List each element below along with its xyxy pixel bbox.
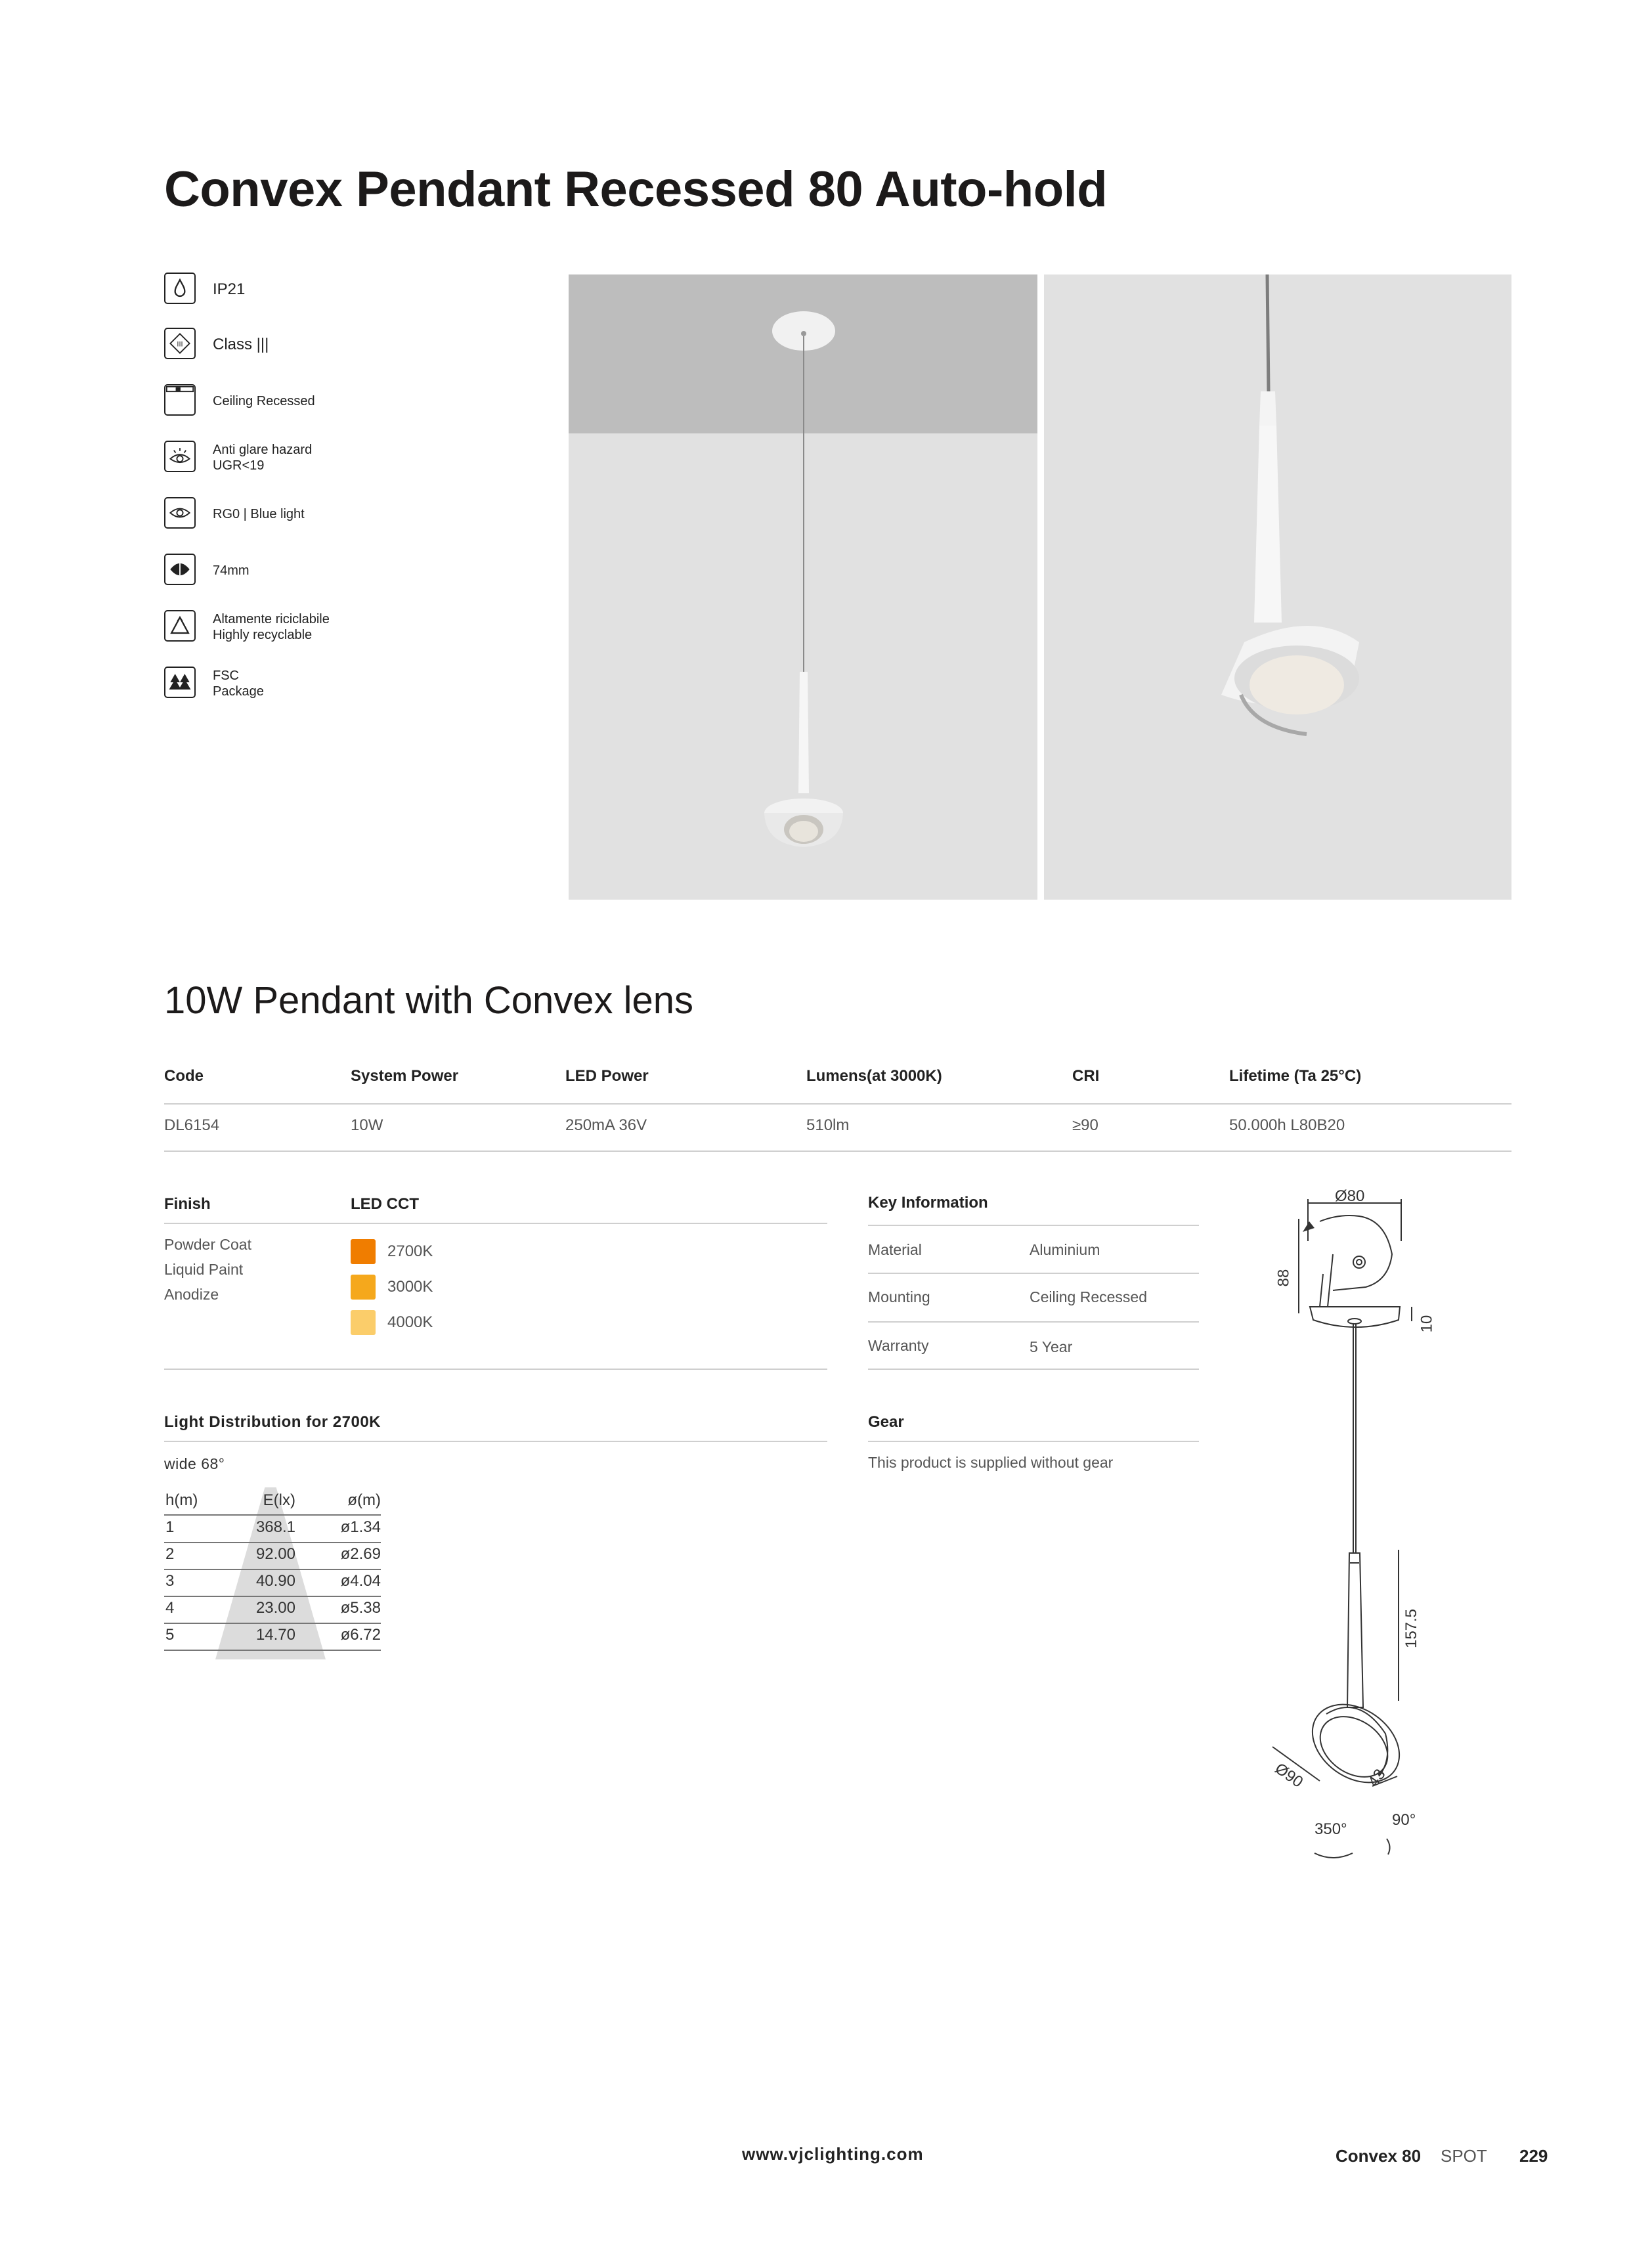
dim-ten: 10 — [1418, 1315, 1436, 1333]
section-subtitle: 10W Pendant with Convex lens — [164, 979, 693, 1022]
light-distribution-title: Light Distribution for 2700K — [164, 1413, 381, 1431]
finish-bottom-divider — [164, 1369, 827, 1370]
gear-divider — [868, 1441, 1199, 1442]
cct-label: 4000K — [387, 1313, 433, 1331]
table-row — [164, 1516, 381, 1542]
key-info-key: Material — [868, 1241, 922, 1258]
dim-length: 157.5 — [1402, 1608, 1421, 1649]
feature-label: Ceiling Recessed — [213, 394, 315, 408]
ld-cell-d: ø4.04 — [340, 1572, 381, 1590]
finish-item: Powder Coat — [164, 1236, 251, 1253]
key-info-title: Key Information — [868, 1194, 988, 1212]
key-info-value: Aluminium — [1030, 1241, 1100, 1258]
table-row — [164, 1623, 381, 1650]
spec-code: DL6154 — [164, 1116, 220, 1134]
ld-cell-h: 1 — [165, 1518, 175, 1536]
key-info-divider — [868, 1273, 1199, 1274]
cct-swatch-4000k — [351, 1310, 376, 1335]
feature-label: RG0 | Blue light — [213, 507, 305, 521]
ld-cell-d: ø6.72 — [340, 1626, 381, 1644]
footer-category: SPOT — [1441, 2146, 1487, 2166]
spec-header-system-power: System Power — [351, 1067, 459, 1085]
ld-cell-e: 92.00 — [255, 1545, 295, 1563]
key-info-divider — [868, 1225, 1199, 1226]
led-cct-title: LED CCT — [351, 1195, 419, 1213]
dim-head-diameter: Ø90 — [1271, 1759, 1307, 1791]
spec-header-code: Code — [164, 1067, 204, 1085]
ld-header-d: ø(m) — [347, 1491, 381, 1509]
feature-label: FSC Package — [213, 668, 264, 699]
ld-header-h: h(m) — [165, 1491, 198, 1509]
spec-system-power: 10W — [351, 1116, 383, 1134]
spec-header-lifetime: Lifetime (Ta 25°C) — [1229, 1067, 1362, 1085]
recycle-icon — [164, 610, 196, 642]
footer-page-number: 229 — [1519, 2146, 1548, 2166]
ld-header-e: E(lx) — [263, 1491, 295, 1509]
spec-divider — [164, 1150, 1511, 1152]
blue-light-eye-icon — [164, 497, 196, 529]
feature-label: Class ||| — [213, 336, 269, 353]
ld-header-row — [164, 1489, 381, 1515]
key-info-divider — [868, 1369, 1199, 1370]
key-info-key: Mounting — [868, 1288, 930, 1305]
feature-blue-light — [164, 497, 506, 531]
ld-cell-e: 40.90 — [255, 1572, 295, 1590]
cutout-size-icon — [164, 554, 196, 585]
feature-label: Anti glare hazard UGR<19 — [213, 443, 313, 473]
dim-height: 88 — [1274, 1269, 1293, 1287]
key-info-value: 5 Year — [1030, 1338, 1073, 1355]
finish-item: Liquid Paint — [164, 1261, 244, 1278]
ld-cell-h: 3 — [165, 1572, 175, 1590]
ld-cell-e: 23.00 — [255, 1599, 295, 1617]
ld-cell-d: ø2.69 — [340, 1545, 381, 1563]
spec-header-led-power: LED Power — [565, 1067, 649, 1085]
table-row — [164, 1543, 381, 1569]
table-row — [164, 1596, 381, 1623]
class-three-icon — [164, 328, 196, 359]
feature-cutout — [164, 554, 506, 588]
finish-title: Finish — [164, 1195, 211, 1213]
spec-header-cri: CRI — [1072, 1067, 1100, 1085]
spec-cri: ≥90 — [1072, 1116, 1098, 1134]
ld-rule — [164, 1650, 381, 1651]
product-photo-pendant — [569, 274, 1037, 900]
key-info-divider — [868, 1321, 1199, 1323]
gear-text: This product is supplied without gear — [868, 1454, 1114, 1471]
feature-anti-glare — [164, 441, 506, 475]
feature-ip21 — [164, 273, 506, 307]
pendant-scene-image — [569, 274, 1037, 900]
rotation-vertical: 90° — [1392, 1811, 1416, 1829]
beam-angle: wide 68° — [164, 1455, 225, 1472]
finish-divider — [164, 1223, 827, 1224]
spec-divider — [164, 1103, 1511, 1105]
dim-top-diameter: Ø80 — [1335, 1187, 1365, 1205]
footer-url[interactable]: www.vjclighting.com — [742, 2144, 924, 2164]
ld-cell-e: 14.70 — [255, 1626, 295, 1644]
footer-product: Convex 80 — [1336, 2146, 1422, 2166]
feature-class — [164, 328, 506, 362]
spec-lumens: 510lm — [806, 1116, 850, 1134]
rotation-horizontal: 350° — [1315, 1820, 1347, 1838]
page-title: Convex Pendant Recessed 80 Auto-hold — [164, 162, 1108, 217]
gear-title: Gear — [868, 1413, 904, 1431]
ld-cell-d: ø5.38 — [340, 1599, 381, 1617]
feature-ceiling-recessed — [164, 384, 506, 418]
feature-recycle — [164, 610, 506, 644]
ld-cell-h: 4 — [165, 1599, 175, 1617]
ld-cell-h: 5 — [165, 1626, 175, 1644]
feature-label: Altamente riciclabile Highly recyclable — [213, 612, 330, 642]
cct-swatch-2700k — [351, 1239, 376, 1264]
spec-header-lumens: Lumens(at 3000K) — [806, 1067, 942, 1085]
cct-label: 2700K — [387, 1242, 433, 1260]
dim-head-depth: 43 — [1364, 1766, 1389, 1791]
light-distribution-divider — [164, 1441, 827, 1442]
ld-cell-d: ø1.34 — [340, 1518, 381, 1536]
feature-label: 74mm — [213, 563, 250, 578]
head-closeup-image — [1044, 274, 1511, 900]
feature-label: IP21 — [213, 280, 246, 298]
ceiling-recessed-icon — [164, 384, 196, 416]
finish-item: Anodize — [164, 1286, 219, 1303]
table-row — [164, 1569, 381, 1596]
water-drop-icon — [164, 273, 196, 304]
feature-fsc — [164, 667, 506, 701]
spec-led-power: 250mA 36V — [565, 1116, 647, 1134]
product-photo-head-detail — [1044, 274, 1511, 900]
key-info-key: Warranty — [868, 1337, 929, 1354]
svg-text:III: III — [177, 340, 183, 349]
key-info-value: Ceiling Recessed — [1030, 1288, 1147, 1305]
spec-lifetime: 50.000h L80B20 — [1229, 1116, 1345, 1134]
fsc-tree-icon — [164, 667, 196, 698]
ld-cell-h: 2 — [165, 1545, 175, 1563]
anti-glare-icon — [164, 441, 196, 472]
cct-swatch-3000k — [351, 1275, 376, 1300]
cct-label: 3000K — [387, 1278, 433, 1296]
ld-cell-e: 368.1 — [255, 1518, 295, 1536]
